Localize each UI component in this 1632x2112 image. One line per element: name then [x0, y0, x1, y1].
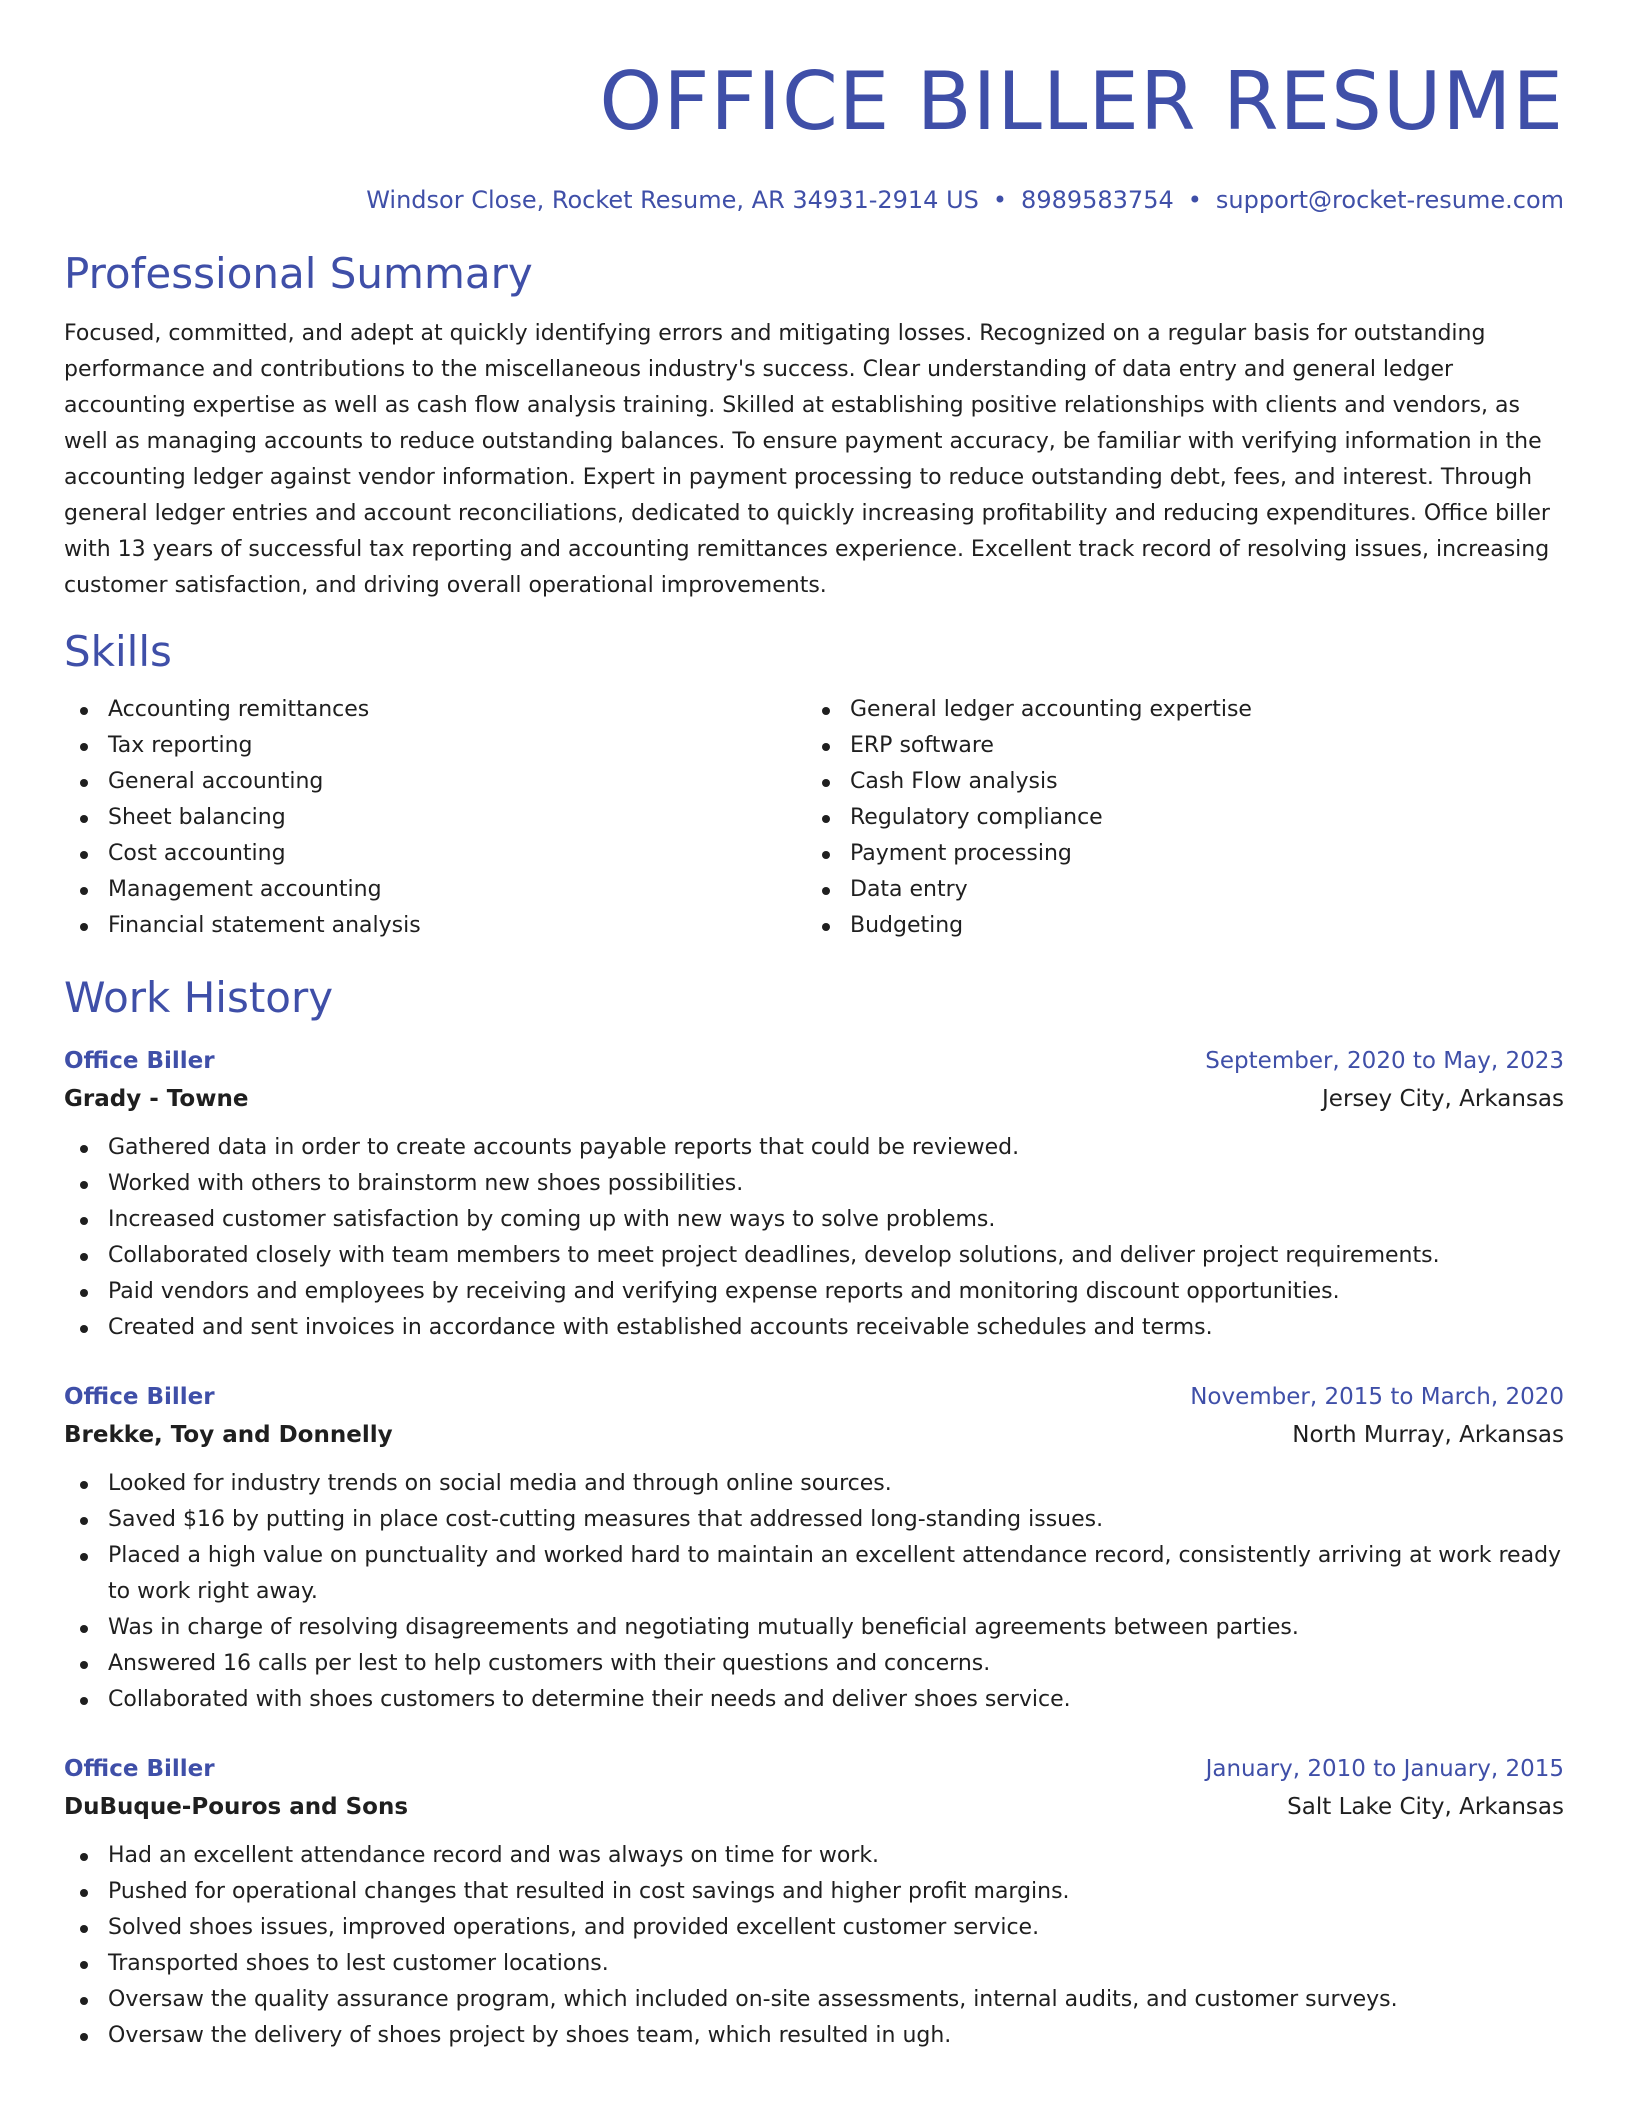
skill-item: Regulatory compliance	[806, 800, 1564, 836]
contact-separator: •	[992, 186, 1008, 214]
job-company: Grady - Towne	[64, 1086, 249, 1112]
job-bullet: Had an excellent attendance record and was always on time for work.	[64, 1838, 1564, 1874]
skill-item: Financial statement analysis	[64, 908, 806, 944]
contact-separator: •	[1187, 186, 1202, 214]
skill-item: General ledger accounting expertise	[806, 692, 1564, 728]
job-title: Office Biller	[64, 1384, 215, 1410]
skill-item: Budgeting	[806, 908, 1564, 944]
job-bullet: Was in charge of resolving disagreements and negotiating mutually beneficial agreements between parties.	[64, 1610, 1564, 1646]
job-bullets	[64, 1466, 1564, 1718]
job-entry	[64, 1750, 1564, 2054]
skill-item: Cash Flow analysis	[806, 764, 1564, 800]
skill-item: General accounting	[64, 764, 806, 800]
job-header-row	[64, 1750, 1564, 1788]
job-entry	[64, 1378, 1564, 1718]
skills-list-left	[64, 692, 806, 944]
job-bullet: Collaborated closely with team members to meet project deadlines, develop solutions, and deliver project requirements.	[64, 1238, 1564, 1274]
job-bullet: Worked with others to brainstorm new shoes possibilities.	[64, 1166, 1564, 1202]
summary-text: Focused, committed, and adept at quickly identifying errors and mitigating losses. Recognized on a regular basis for outstanding performance and contributions to the miscellaneous industry's success. Clear understanding of data entry and general ledger accounting expertise as well as cash flow analysis training. Skilled at establishing positive relationships with clients and vendors, as well as managing accounts to reduce outstanding balances. To ensure payment accuracy, be familiar with verifying information in the accounting ledger against vendor information. Expert in payment processing to reduce outstanding debt, fees, and interest. Through general ledger entries and account reconciliations, dedicated to quickly increasing profitability and reducing expenditures. Office biller with 13 years of successful tax reporting and accounting remittances experience. Excellent track record of resolving issues, increasing customer satisfaction, and driving overall operational improvements.	[64, 321, 1550, 598]
job-dates: January, 2010 to January, 2015	[1205, 1756, 1564, 1782]
job-bullet: Oversaw the delivery of shoes project by shoes team, which resulted in ugh.	[64, 2018, 1564, 2054]
resume-header	[64, 54, 1564, 216]
job-bullet: Solved shoes issues, improved operations, and provided excellent customer service.	[64, 1910, 1564, 1946]
job-bullet: Oversaw the quality assurance program, which included on-site assessments, internal audits, and customer surveys.	[64, 1982, 1564, 2018]
resume-title: OFFICE BILLER RESUME	[599, 55, 1564, 148]
job-location: Salt Lake City, Arkansas	[1287, 1794, 1564, 1820]
job-bullets	[64, 1130, 1564, 1346]
skill-item: Sheet balancing	[64, 800, 806, 836]
skill-item: Accounting remittances	[64, 692, 806, 728]
job-company: Brekke, Toy and Donnelly	[64, 1422, 393, 1448]
skill-item: Management accounting	[64, 872, 806, 908]
work-history-heading: Work History	[64, 973, 334, 1022]
job-bullet: Created and sent invoices in accordance with established accounts receivable schedules and terms.	[64, 1310, 1564, 1346]
job-bullet: Pushed for operational changes that resulted in cost savings and higher profit margins.	[64, 1874, 1564, 1910]
job-location: North Murray, Arkansas	[1292, 1422, 1564, 1448]
summary-section	[64, 248, 1564, 604]
job-bullet: Collaborated with shoes customers to determine their needs and deliver shoes service.	[64, 1682, 1564, 1718]
job-entry	[64, 1042, 1564, 1346]
summary-heading: Professional Summary	[64, 249, 533, 298]
job-title: Office Biller	[64, 1048, 215, 1074]
job-company-row	[64, 1788, 1564, 1826]
job-bullet: Saved $16 by putting in place cost-cutting measures that addressed long-standing issues.	[64, 1502, 1564, 1538]
work-history-section	[64, 972, 1564, 2054]
skill-item: Payment processing	[806, 836, 1564, 872]
job-bullet: Increased customer satisfaction by coming up with new ways to solve problems.	[64, 1202, 1564, 1238]
job-header-row	[64, 1042, 1564, 1080]
contact-address: Windsor Close, Rocket Resume, AR 34931-2914 US	[366, 186, 979, 214]
skill-item: Data entry	[806, 872, 1564, 908]
contact-line	[64, 184, 1564, 216]
job-bullet: Transported shoes to lest customer locations.	[64, 1946, 1564, 1982]
job-bullets	[64, 1838, 1564, 2054]
skill-item: Tax reporting	[64, 728, 806, 764]
job-bullet: Gathered data in order to create accounts payable reports that could be reviewed.	[64, 1130, 1564, 1166]
skill-item: ERP software	[806, 728, 1564, 764]
job-company-row	[64, 1080, 1564, 1118]
job-bullet: Answered 16 calls per lest to help customers with their questions and concerns.	[64, 1646, 1564, 1682]
skills-list-right	[806, 692, 1564, 944]
job-bullet: Paid vendors and employees by receiving and verifying expense reports and monitoring discount opportunities.	[64, 1274, 1564, 1310]
job-company-row	[64, 1416, 1564, 1454]
job-location: Jersey City, Arkansas	[1322, 1086, 1564, 1112]
skills-heading: Skills	[64, 627, 172, 676]
job-dates: September, 2020 to May, 2023	[1205, 1048, 1564, 1074]
skills-section	[64, 626, 1564, 944]
contact-email: support@rocket-resume.com	[1215, 186, 1564, 214]
skill-item: Cost accounting	[64, 836, 806, 872]
skills-grid	[64, 692, 1564, 944]
job-title: Office Biller	[64, 1756, 215, 1782]
job-bullet: Placed a high value on punctuality and worked hard to maintain an excellent attendance record, consistently arriving at work ready to work right away.	[64, 1538, 1564, 1610]
job-bullet: Looked for industry trends on social media and through online sources.	[64, 1466, 1564, 1502]
job-header-row	[64, 1378, 1564, 1416]
job-dates: November, 2015 to March, 2020	[1190, 1384, 1564, 1410]
contact-phone: 8989583754	[1021, 186, 1174, 214]
job-company: DuBuque-Pouros and Sons	[64, 1794, 409, 1820]
